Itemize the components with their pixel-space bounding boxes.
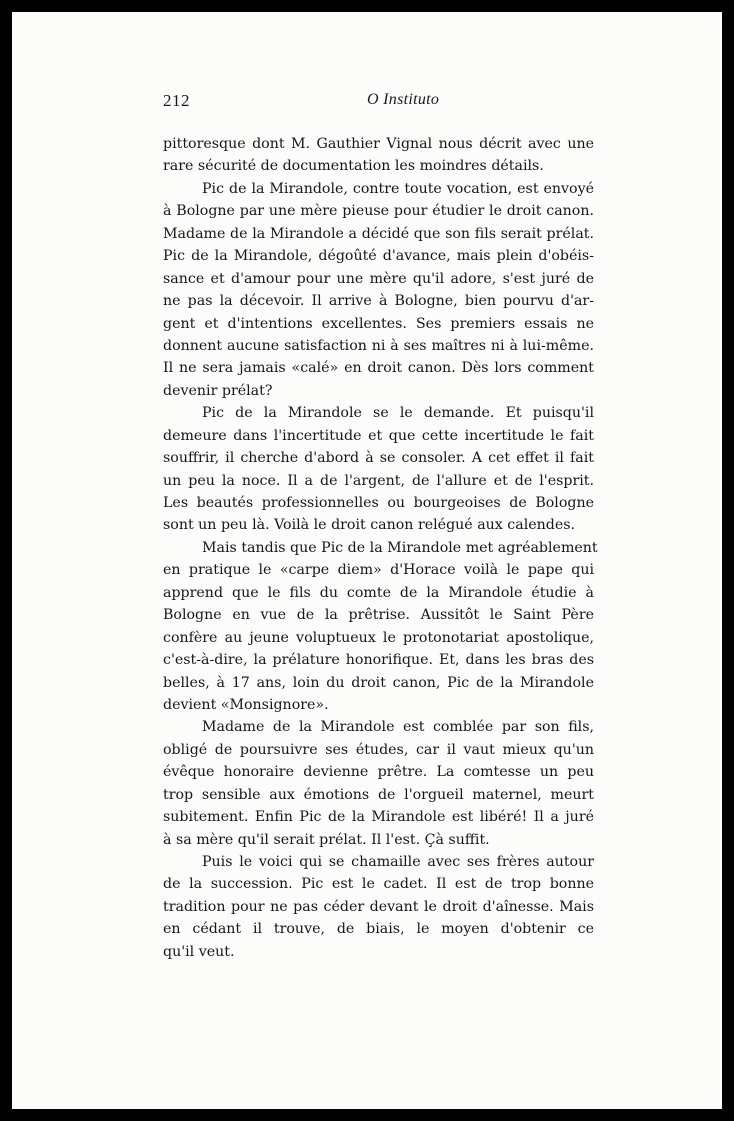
text-line: trop sensible aux émotions de l'orgueil maternel, meurt (163, 786, 594, 803)
text-line: confère au jeune voluptueux le protonotariat apostolique, (163, 629, 594, 646)
text-line: demeure dans l'incertitude et que cette incertitude le fait (163, 427, 594, 444)
text-line: à sa mère qu'il serait prélat. Il l'est. Çà suffit. (163, 831, 490, 848)
text-line: en pratique le «carpe diem» d'Horace voilà le pape qui (163, 562, 594, 579)
text-line: souffrir, il cherche d'abord à se consoler. A cet effet il fait (163, 450, 594, 467)
text-line: subitement. Enfin Pic de la Mirandole est libéré! Il a juré (163, 809, 594, 826)
text-line: Puis le voici qui se chamaille avec ses frères autour (202, 854, 594, 870)
text-line: un peu la noce. Il a de l'argent, de l'allure et de l'esprit. (163, 472, 594, 489)
text-line: rare sécurité de documentation les moindres détails. (163, 158, 544, 175)
text-line: Les beautés professionnelles ou bourgeoises de Bologne (163, 495, 594, 511)
text-line: belles, à 17 ans, loin du droit canon, Pic de la Mirandole (163, 674, 594, 691)
text-line: Pic de la Mirandole, dégoûté d'avance, mais plein d'obéis- (163, 248, 594, 265)
text-line: Pic de la Mirandole se le demande. Et puisqu'il (202, 405, 594, 422)
running-header (163, 91, 593, 113)
text-line: évêque honoraire devienne prêtre. La comtesse un peu (163, 764, 594, 781)
body-text (163, 133, 598, 963)
text-line: tradition pour ne pas céder devant le droit d'aînesse. Mais (163, 898, 594, 915)
text-line: c'est-à-dire, la prélature honorifique. Et, dans les bras des (163, 652, 594, 669)
text-line: devient «Monsignore». (163, 696, 329, 713)
text-line: Pic de la Mirandole, contre toute vocation, est envoyé (202, 180, 594, 197)
text-line: obligé de poursuivre ses études, car il vaut mieux qu'un (163, 741, 594, 758)
text-line: ne pas la décevoir. Il arrive à Bologne, bien pourvu d'ar- (163, 293, 594, 310)
text-line: à Bologne par une mère pieuse pour étudier le droit canon. (163, 203, 594, 220)
text-line: Madame de la Mirandole a décidé que son fils serait prélat. (163, 225, 594, 242)
text-line: donnent aucune satisfaction ni à ses maîtres ni à lui-même. (163, 337, 594, 354)
text-line: de la succession. Pic est le cadet. Il est de trop bonne (163, 876, 594, 893)
text-line: gent et d'intentions excellentes. Ses premiers essais ne (163, 315, 594, 332)
text-line: pittoresque dont M. Gauthier Vignal nous décrit avec une (163, 136, 594, 152)
text-line: sont un peu là. Voilà le droit canon relégué aux calendes. (163, 517, 576, 534)
book-page (12, 12, 722, 1109)
text-line: qu'il veut. (163, 943, 235, 960)
text-line: devenir prélat? (163, 382, 273, 399)
text-line: Il ne sera jamais «calé» en droit canon. Dès lors comment (163, 360, 594, 377)
text-line: apprend que le fils du comte de la Mirandole étudie à (163, 584, 594, 601)
text-line: Bologne en vue de la prêtrise. Aussitôt le Saint Père (163, 607, 594, 624)
text-line: Madame de la Mirandole est comblée par son fils, (202, 719, 594, 736)
text-line: Mais tandis que Pic de la Mirandole met agréablement (202, 539, 598, 556)
running-title: O Instituto (367, 91, 440, 108)
text-line: sance et d'amour pour une mère qu'il adore, s'est juré de (163, 270, 594, 287)
page-number: 212 (163, 91, 190, 110)
text-line: en cédant il trouve, de biais, le moyen d'obtenir ce (163, 921, 594, 938)
